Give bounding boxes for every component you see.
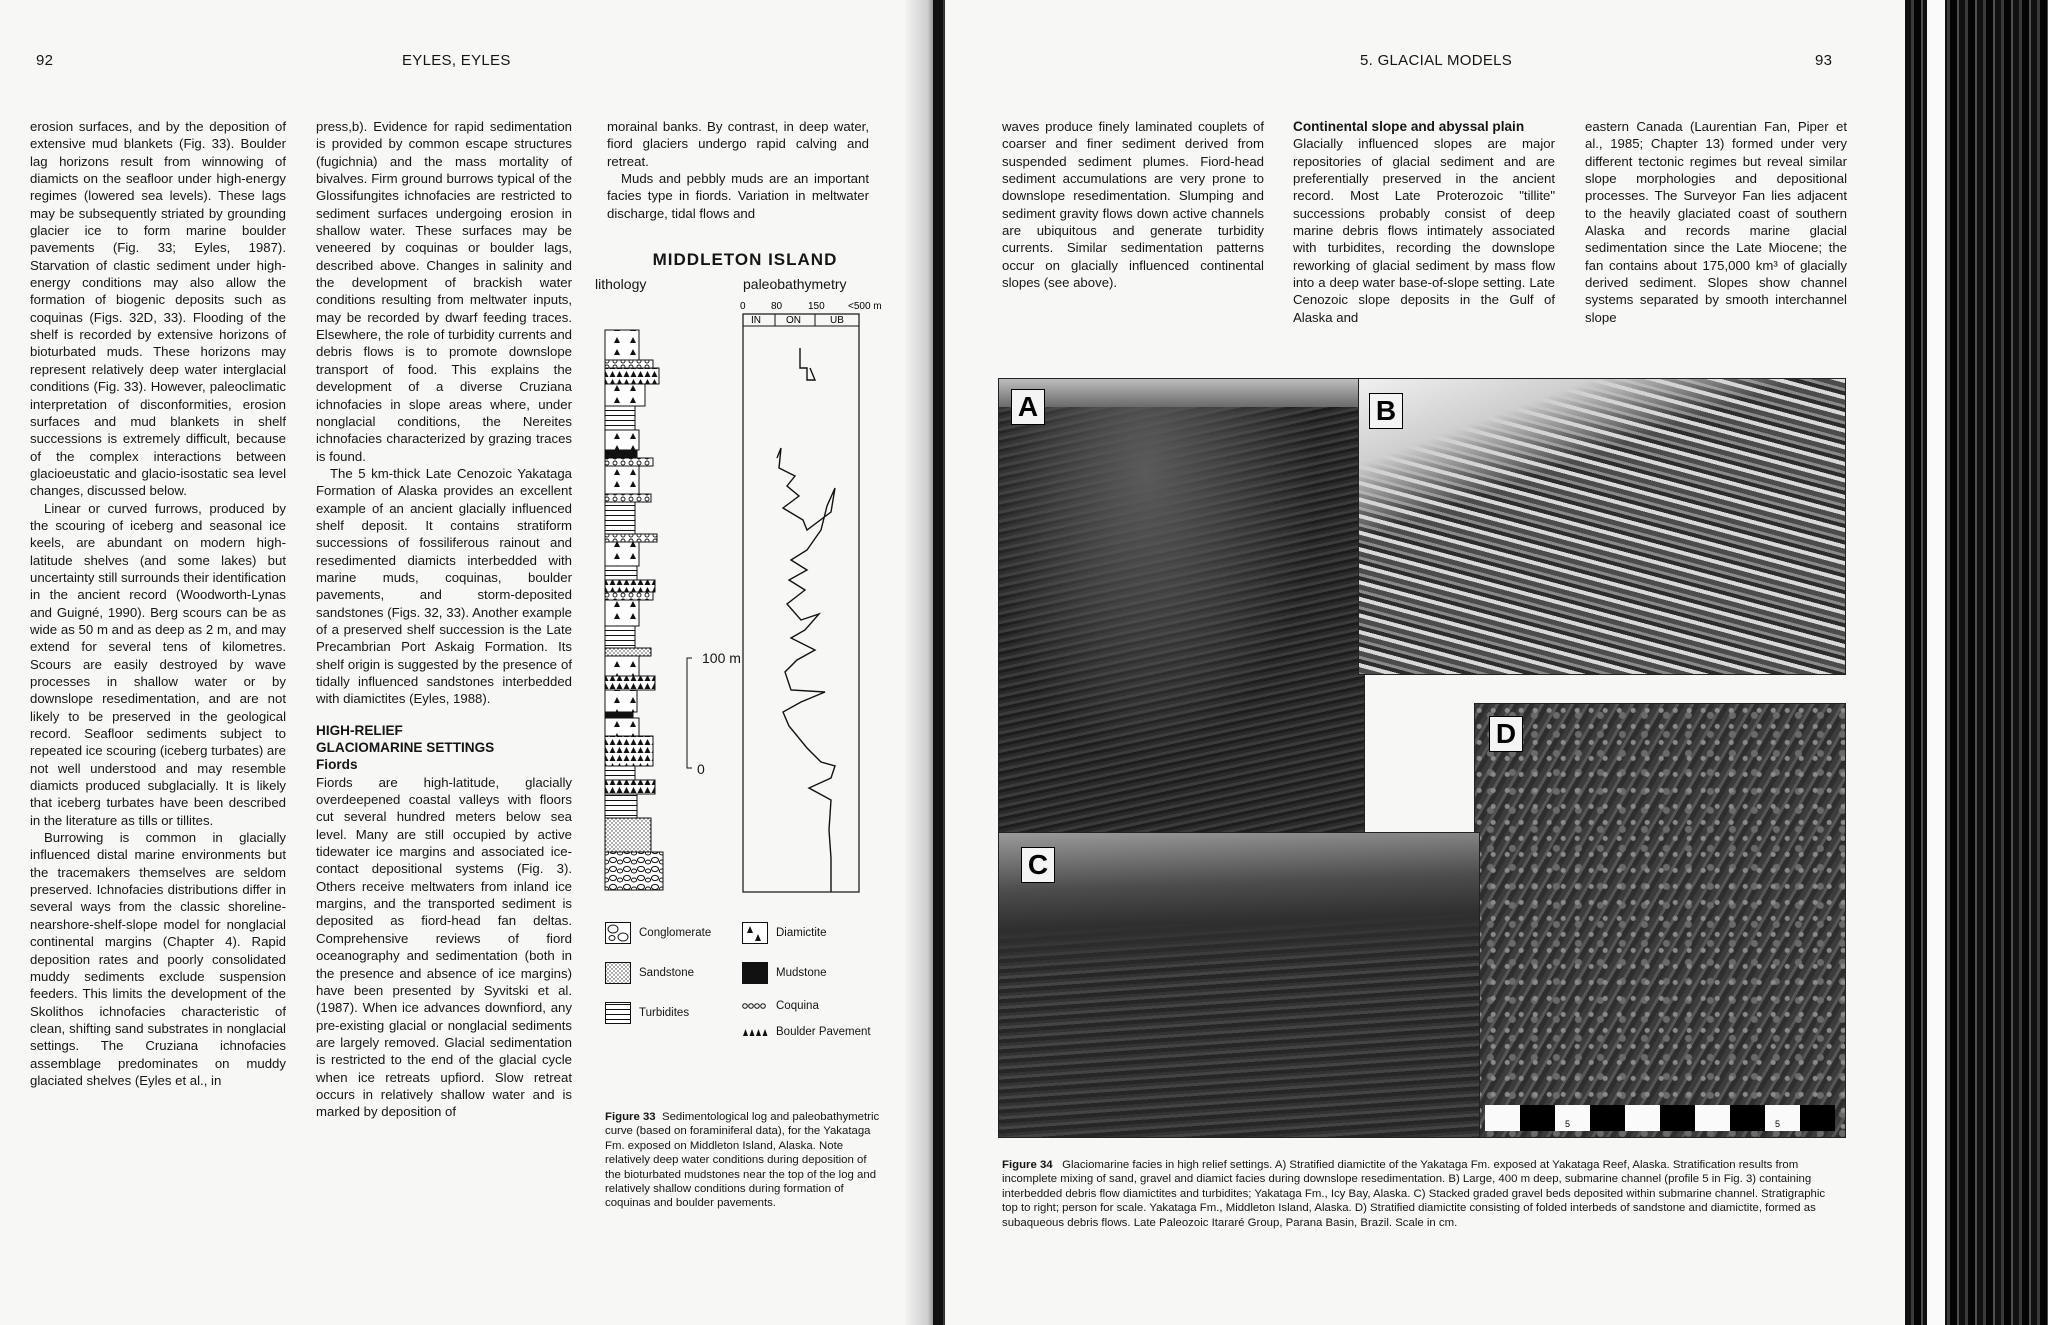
figure-title: MIDDLETON ISLAND bbox=[652, 250, 838, 269]
paragraph: morainal banks. By contrast, in deep water, fiord glaciers undergo rapid calving and retreat. bbox=[607, 119, 869, 169]
depth-tick: 0 bbox=[740, 301, 746, 312]
legend-label: Conglomerate bbox=[639, 927, 712, 939]
boulder-pavement-swatch bbox=[742, 1027, 768, 1037]
legend-label: Coquina bbox=[776, 1000, 819, 1012]
scale-label-bottom: 0 bbox=[697, 761, 705, 777]
section-heading: GLACIOMARINE SETTINGS bbox=[316, 740, 495, 756]
subsection-heading: Fiords bbox=[316, 757, 358, 773]
running-head: 5. GLACIAL MODELS bbox=[1360, 52, 1513, 69]
text-column-3 bbox=[607, 118, 869, 222]
mudstone-swatch bbox=[742, 962, 768, 984]
caption-text: Sedimentological log and paleobathymetric curve (based on foraminiferal data), for the Yakataga Fm. exposed on Middleton Island, Alaska. Note relatively deep water conditions during deposition of the bioturbated mudstones near the top of the log and relatively shallow conditions during formation of coquinas and boulder pavements. bbox=[605, 1111, 880, 1210]
turbidites-swatch bbox=[605, 1002, 631, 1024]
paragraph: Fiords are high-latitude, glacially overdeepened coastal valleys with floors cut several hundred meters below sea level. Many are still occupied by active tidewater ice margins and associated ice-contact depositional systems (Fig. 3). Others receive meltwaters from inland ice margins, and the transported sediment is deposited as fiord-head fan deltas. Comprehensive reviews of fiord oceanography and sedimentation (both in the presence and absence of ice margins) have been presented by Syvitski et al. (1987). When ice advances downfiord, any pre-existing glacial or nonglacial sediments are largely removed. Glacial sedimentation is restricted to the end of the glacial cycle when ice retreats upfiord. Slow retreat occurs in relatively shallow water and is marked by deposition of bbox=[316, 774, 572, 1120]
depth-tick: 80 bbox=[771, 301, 783, 312]
caption-text: Glaciomarine facies in high relief settings. A) Stratified diamictite of the Yakataga Fm. exposed at Yakataga Reef, Alaska. Stratification results from incomplete mixing of sand, gravel and diamict facies during downslope resedimentation. B) Large, 400 m deep, submarine channel (profile 5 in Fig. 3) containing interbedded debris flow diamictites and turbidites; Yakataga Fm., Icy Bay, Alaska. C) Stacked graded gravel beds deposited within submarine channel. Stratigraphic top to right; person for scale. Yakataga Fm., Middleton Island, Alaska. D) Stratified diamictite consisting of folded interbeds of sandstone and diamictite, formed as subaqueous debris flows. Late Paleozoic Itararé Group, Parana Basin, Brazil. Scale in cm. bbox=[1002, 1159, 1826, 1229]
legend-label: Turbidites bbox=[639, 1007, 690, 1019]
scale-number: 5 bbox=[1775, 1119, 1781, 1129]
diamictite-swatch bbox=[742, 922, 768, 944]
figure-34-caption bbox=[1002, 1158, 1842, 1230]
text-column-2 bbox=[1293, 118, 1555, 326]
scale-number: 5 bbox=[1565, 1119, 1571, 1129]
scale-number: 5 bbox=[1665, 1119, 1671, 1129]
legend-mudstone bbox=[742, 962, 827, 984]
photo-label-a: A bbox=[1011, 389, 1045, 425]
legend-label: Boulder Pavement bbox=[776, 1026, 871, 1038]
caption-label: Figure 34 bbox=[1002, 1159, 1053, 1171]
sandstone-swatch bbox=[605, 962, 631, 984]
conglomerate-swatch bbox=[605, 922, 631, 944]
zone-label: ON bbox=[786, 315, 801, 326]
legend-boulder-pavement bbox=[742, 1026, 871, 1038]
photo-c-graded-gravel-beds bbox=[998, 832, 1480, 1138]
sedimentological-log bbox=[595, 298, 895, 908]
text-column-2 bbox=[316, 118, 572, 1121]
paragraph: Muds and pebbly muds are an important facies type in fiords. Variation in meltwater discharge, tidal flows and bbox=[607, 171, 869, 221]
section-heading: HIGH-RELIEF bbox=[316, 722, 403, 738]
photo-label-b: B bbox=[1369, 393, 1403, 429]
lithology-label: lithology bbox=[595, 276, 647, 292]
legend-sandstone bbox=[605, 962, 694, 984]
zone-label: IN bbox=[751, 315, 761, 326]
paragraph: eastern Canada (Laurentian Fan, Piper et al., 1985; Chapter 13) formed under very different tectonic regimes but reveal similar slope morphologies and depositional processes. The Surveyor Fan lies adjacent to the heavily glaciated coast of southern Alaska and records marine glacial sedimentation since the Late Miocene; the fan contains about 175,000 km³ of glacially derived sediment. Slopes show channel systems separated by smooth interchannel slope bbox=[1585, 119, 1847, 325]
page-number: 93 bbox=[1815, 52, 1833, 69]
legend-conglomerate bbox=[605, 922, 711, 944]
paleobathymetry-label: paleobathymetry bbox=[743, 276, 847, 292]
paragraph: press,b). Evidence for rapid sedimentation is provided by common escape structures (fugichnia) and the mass mortality of bivalves. Firm ground burrows typical of the Glossifungites ichnofacies are restricted to sediment surfaces undergoing erosion in shallow water. These surfaces may be veneered by coquinas or boulder lags, described above. Changes in salinity and the development of brackish water conditions resulting from meltwater inputs, may be recorded by dwarf feeding traces. Elsewhere, the role of turbidity currents and debris flows is to promote downslope transport of food. This explains the development of a diverse Cruziana ichnofacies in slope areas where, under nonglacial conditions, the Nereites ichnofacies characterized by grazing traces is found. bbox=[316, 119, 572, 464]
paragraph: Burrowing is common in glacially influenced distal marine environments but the tracemakers themselves are seldom preserved. Ichnofacies distributions differ in several ways from the classic shoreline-nearshore-shelf-slope model for nonglacial continental margins (Chapter 4). Rapid deposition rates and poorly consolidated muddy sediments exclude suspension feeders. This limits the development of the Skolithos ichnofacies characteristic of clean, shifting sand substrates in nonglacial settings. The Cruziana ichnofacies assemblage predominates on muddy glaciated shelves (Eyles et al., in bbox=[30, 830, 286, 1088]
photo-label-d: D bbox=[1489, 716, 1523, 752]
legend-label: Diamictite bbox=[776, 927, 827, 939]
legend-diamictite bbox=[742, 922, 826, 944]
scale-label-top: 100 m bbox=[702, 650, 741, 666]
coquina-swatch bbox=[742, 1001, 768, 1011]
left-page bbox=[0, 0, 915, 1325]
paragraph: erosion surfaces, and by the deposition of extensive mud blankets (Fig. 33). Boulder lag horizons result from winnowing of diamicts on the seafloor under high-energy regimes (lowered sea levels). These lags may be subsequently striated by grounding glacier ice to form marine boulder pavements (Fig. 33; Eyles, 1987). Starvation of clastic sediment under high-energy conditions may also allow the formation of biogenic deposits such as coquinas (Figs. 32D, 33). Flooding of the shelf is recorded by extensive horizons of bioturbated muds. These horizons may represent relatively deep water interglacial conditions (Fig. 33). However, paleoclimatic interpretation of disconformities, erosion surfaces and mud blankets in shelf successions is extremely difficult, because of the complex interactions between glacioeustatic and glacio-isostatic sea level changes, discussed below. bbox=[30, 119, 286, 499]
caption-label: Figure 33 bbox=[605, 1111, 656, 1123]
book-edge bbox=[1905, 0, 2048, 1325]
depth-tick: <500 m bbox=[848, 301, 882, 312]
text-column-1 bbox=[1002, 118, 1264, 291]
text-column-1 bbox=[30, 118, 286, 1089]
photo-a-stratified-diamictite bbox=[998, 378, 1365, 842]
photo-b-submarine-channel bbox=[1358, 378, 1846, 675]
legend-coquina bbox=[742, 1000, 819, 1012]
legend-turbidites bbox=[605, 1002, 689, 1024]
depth-tick: 150 bbox=[808, 301, 825, 312]
zone-label: UB bbox=[830, 315, 844, 326]
cm-scale-bar bbox=[1485, 1105, 1835, 1131]
page-edge-band bbox=[1927, 0, 1945, 1325]
figure-33 bbox=[595, 250, 895, 1090]
running-head: EYLES, EYLES bbox=[402, 52, 511, 69]
paragraph: Glacially influenced slopes are major repositories of glacial sediment and are preferentially preserved in the ancient record. Most Late Proterozoic "tillite" successions probably consist of deep marine debris flows intimately associated with turbidites, recording the downslope reworking of glacial sediment by mass flow into a deep water base-of-slope setting. Late Cenozoic slope deposits in the Gulf of Alaska and bbox=[1293, 136, 1555, 325]
paragraph: waves produce finely laminated couplets of coarser and finer sediment derived from suspended sediment plumes. Fiord-head sediment accumulations are very prone to downslope resedimentation. Slumping and sediment gravity flows down active channels are ubiquitous and generate turbidity currents. Similar sedimentation patterns occur on glacially influenced continental slopes (see above). bbox=[1002, 119, 1264, 291]
book-spine bbox=[933, 0, 943, 1325]
legend-label: Mudstone bbox=[776, 967, 827, 979]
paragraph: Linear or curved furrows, produced by the scouring of iceberg and seasonal ice keels, are abundant on modern high-latitude shelves (and some lakes) but uncertainty still surrounds their identification in the ancient record (Woodworth-Lynas and Guigné, 1990). Berg scours can be as wide as 50 m and as deep as 2 m, and may extend for several tens of kilometres. Scours are easily destroyed by wave processes in shallow water or by downslope resedimentation, and are not likely to be preserved in the geological record. Seafloor sediments subject to repeated ice scouring (iceberg turbates) are not well understood and may resemble diamicts produced subglacially. It is likely that iceberg turbates have been described in the literature as tills or tillites. bbox=[30, 500, 286, 828]
paragraph: The 5 km-thick Late Cenozoic Yakataga Formation of Alaska provides an excellent example of an ancient glacially influenced shelf deposit. It contains stratiform successions of fossiliferous rainout and resedimented diamicts interbedded with marine muds, coquinas, boulder pavements, and storm-deposited sandstones (Figs. 32, 33). Another example of a preserved shelf succession is the Late Precambrian Port Askaig Formation. Its shelf origin is suggested by the presence of tidally influenced sandstones interbedded with diamictites (Eyles, 1988). bbox=[316, 465, 572, 707]
figure-33-caption bbox=[605, 1110, 885, 1211]
legend-label: Sandstone bbox=[639, 967, 694, 979]
photo-label-c: C bbox=[1021, 847, 1055, 883]
photo-sky bbox=[999, 379, 1364, 407]
photo-d-folded-interbeds bbox=[1474, 703, 1846, 1138]
section-heading: Continental slope and abyssal plain bbox=[1293, 119, 1525, 134]
text-column-3 bbox=[1585, 118, 1847, 326]
page-number: 92 bbox=[36, 52, 54, 69]
